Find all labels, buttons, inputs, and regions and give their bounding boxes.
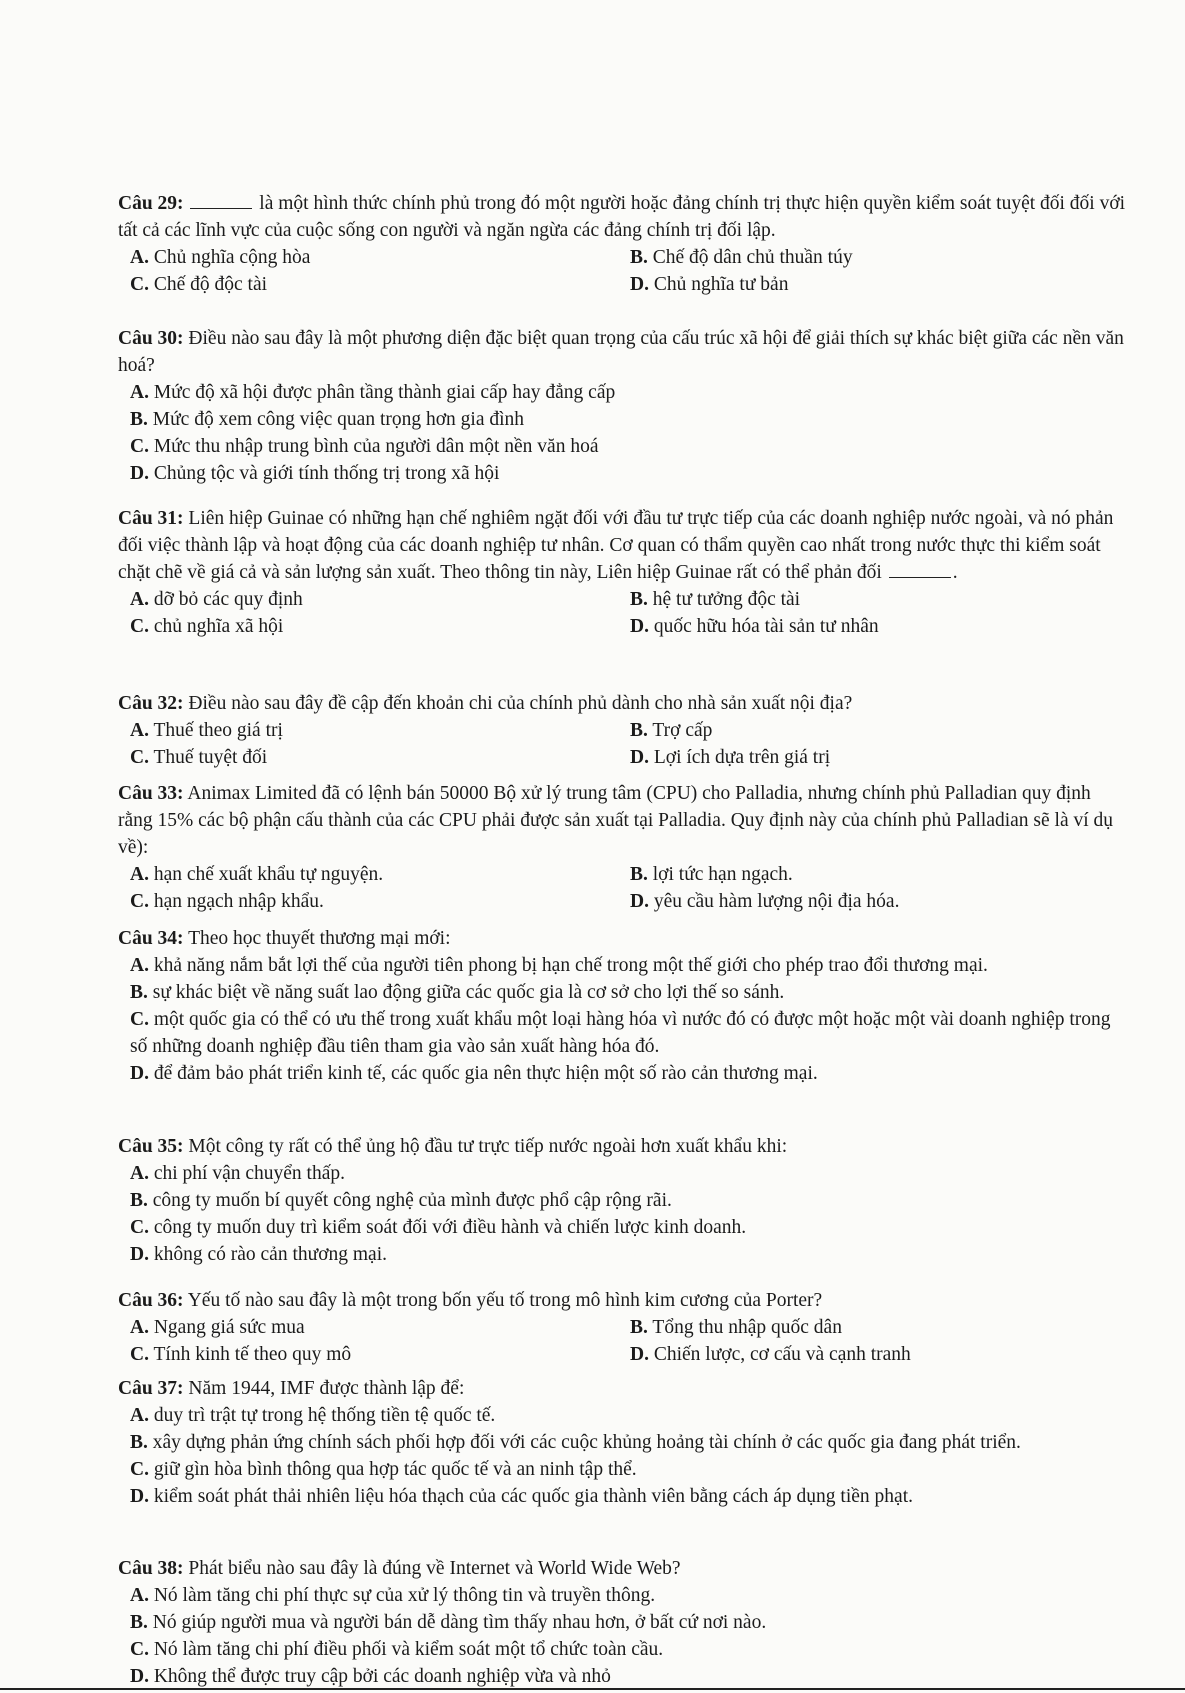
question-stem: [118, 780, 1128, 861]
question-stem: Câu 31: Liên hiệp Guinae có những hạn chế nghiêm ngặt đối với đầu tư trực tiếp của các doanh nghiệp nước ngoài, và nó phản đối việc thành lập và hoạt động của các doanh nghiệp tư nhân. Cơ quan có thẩm quyền cao nhất trong nước thực thi kiểm soát chặt chẽ về giá cả và sản lượng sản xuất. Theo thông tin này, Liên hiệp Guinae rất có thể phản đối .: [118, 508, 1114, 583]
question-number: Câu 34:: [118, 928, 184, 949]
question-stem: [118, 1555, 1128, 1582]
option-a: A. duy trì trật tự trong hệ thống tiền tệ quốc tế.: [130, 1405, 496, 1426]
question-31: [118, 505, 1128, 640]
option-d: D. Không thể được truy cập bởi các doanh nghiệp vừa và nhỏ: [130, 1666, 611, 1687]
option-b: B. công ty muốn bí quyết công nghệ của mình được phổ cập rộng rãi.: [130, 1190, 672, 1211]
answer-blank: [190, 192, 252, 209]
question-29: [118, 190, 1128, 298]
option-b: B. Mức độ xem công việc quan trọng hơn gia đình: [130, 409, 525, 430]
option-d: D. không có rào cản thương mại.: [130, 1244, 387, 1265]
answer-blank: [889, 561, 951, 578]
question-text: là một hình thức chính phủ trong đó một người hoặc đảng chính trị thực hiện quyền kiểm soát tuyệt đối đối với tất cả các lĩnh vực của cuộc sống con người và ngăn ngừa các đảng chính trị đối lập.: [118, 193, 1126, 241]
question-36: [118, 1287, 1128, 1368]
option-a: A. Mức độ xã hội được phân tầng thành giai cấp hay đẳng cấp: [130, 382, 616, 403]
question-text: Liên hiệp Guinae có những hạn chế nghiêm ngặt đối với đầu tư trực tiếp của các doanh nghiệp nước ngoài, và nó phản đối việc thành lập và hoạt động của các doanh nghiệp tư nhân. Cơ quan có thẩm quyền cao nhất trong nước thực thi kiểm soát chặt chẽ về giá cả và sản lượng sản xuất. Theo thông tin này, Liên hiệp Guinae rất có thể phản đối: [118, 508, 1114, 583]
option-b: B. sự khác biệt về năng suất lao động giữa các quốc gia là cơ sở cho lợi thế so sánh.: [130, 982, 785, 1003]
question-number: Câu 33:: [118, 783, 184, 804]
question-number: Câu 30:: [118, 328, 184, 349]
option-a: A. dỡ bỏ các quy định: [130, 589, 303, 610]
option-c: C. chủ nghĩa xã hội: [130, 616, 284, 637]
option-b: B. Trợ cấp: [630, 720, 713, 741]
option-c: C. công ty muốn duy trì kiểm soát đối với điều hành và chiến lược kinh doanh.: [130, 1217, 747, 1238]
question-stem: [118, 925, 1128, 952]
option-a: A. chi phí vận chuyển thấp.: [130, 1163, 345, 1184]
question-33: [118, 780, 1128, 915]
question-number: Câu 36:: [118, 1290, 184, 1311]
option-d: D. Chiến lược, cơ cấu và cạnh tranh: [630, 1344, 911, 1365]
question-text: Điều nào sau đây đề cập đến khoản chi của chính phủ dành cho nhà sản xuất nội địa?: [188, 693, 853, 714]
option-c: C. Tính kinh tế theo quy mô: [130, 1344, 352, 1365]
option-d: D. Lợi ích dựa trên giá trị: [630, 747, 831, 768]
option-c: C. một quốc gia có thể có ưu thế trong xuất khẩu một loại hàng hóa vì nước đó có được một hoặc một vài doanh nghiệp trong số những doanh nghiệp đầu tiên tham gia vào sản xuất hàng hóa đó.: [130, 1009, 1111, 1057]
question-number: Câu 35:: [118, 1136, 184, 1157]
option-d: D. yêu cầu hàm lượng nội địa hóa.: [630, 891, 900, 912]
options-row: [118, 244, 1128, 271]
options-row: [118, 744, 1128, 771]
option-b: B. hệ tư tưởng độc tài: [630, 589, 801, 610]
option-b: B. xây dựng phản ứng chính sách phối hợp đối với các cuộc khủng hoảng tài chính ở các quốc gia đang phát triển.: [130, 1432, 1021, 1453]
options-row: [118, 888, 1128, 915]
option-a: A. Thuế theo giá trị: [130, 720, 283, 741]
question-38: [118, 1555, 1128, 1690]
question-number: Câu 31:: [118, 508, 184, 529]
question-text: Điều nào sau đây là một phương diện đặc biệt quan trọng của cấu trúc xã hội để giải thích sự khác biệt giữa các nền văn hoá?: [118, 328, 1124, 376]
option-c: C. Thuế tuyệt đối: [130, 747, 268, 768]
question-text: Yếu tố nào sau đây là một trong bốn yếu tố trong mô hình kim cương của Porter?: [187, 1290, 823, 1311]
question-stem: [118, 1375, 1128, 1402]
question-number: Câu 29:: [118, 193, 184, 214]
option-a: A. Ngang giá sức mua: [130, 1317, 305, 1338]
options-row: [118, 613, 1128, 640]
question-stem: [118, 190, 1128, 244]
option-c: C. hạn ngạch nhập khẩu.: [130, 891, 324, 912]
question-text: Một công ty rất có thể ủng hộ đầu tư trực tiếp nước ngoài hơn xuất khẩu khi:: [188, 1136, 788, 1157]
option-a: A. Chủ nghĩa cộng hòa: [130, 247, 311, 268]
option-c: C. Chế độ độc tài: [130, 274, 268, 295]
question-text: Năm 1944, IMF được thành lập để:: [188, 1378, 465, 1399]
option-a: A. Nó làm tăng chi phí thực sự của xử lý thông tin và truyền thông.: [130, 1585, 656, 1606]
page-bottom-rule: [0, 1688, 1185, 1690]
question-text: Theo học thuyết thương mại mới:: [188, 928, 451, 949]
option-b: B. Nó giúp người mua và người bán dễ dàng tìm thấy nhau hơn, ở bất cứ nơi nào.: [130, 1612, 767, 1633]
option-d: D. Chủng tộc và giới tính thống trị trong xã hội: [130, 463, 500, 484]
question-number: Câu 37:: [118, 1378, 184, 1399]
question-number: Câu 38:: [118, 1558, 184, 1579]
option-d: D. kiểm soát phát thải nhiên liệu hóa thạch của các quốc gia thành viên bằng cách áp dụng tiền phạt.: [130, 1486, 913, 1507]
question-stem: [118, 690, 1128, 717]
options-row: [118, 861, 1128, 888]
question-number: Câu 32:: [118, 693, 184, 714]
question-stem: [118, 1287, 1128, 1314]
question-37: [118, 1375, 1128, 1510]
question-30: [118, 325, 1128, 487]
option-d: D. Chủ nghĩa tư bản: [630, 274, 789, 295]
question-text: Animax Limited đã có lệnh bán 50000 Bộ xử lý trung tâm (CPU) cho Palladia, nhưng chính phủ Palladian quy định rằng 15% các bộ phận cấu thành của các CPU phải được sản xuất tại Palladia. Quy định này của chính phủ Palladian sẽ là ví dụ về):: [118, 783, 1114, 858]
option-b: B. Chế độ dân chủ thuần túy: [630, 247, 853, 268]
option-d: D. quốc hữu hóa tài sản tư nhân: [630, 616, 879, 637]
option-a: A. khả năng nắm bắt lợi thế của người tiên phong bị hạn chế trong một thế giới cho phép trao đổi thương mại.: [130, 955, 988, 976]
question-text: Phát biểu nào sau đây là đúng về Internet và World Wide Web?: [188, 1558, 681, 1579]
option-b: B. lợi tức hạn ngạch.: [630, 864, 793, 885]
option-c: C. giữ gìn hòa bình thông qua hợp tác quốc tế và an ninh tập thể.: [130, 1459, 637, 1480]
options-row: [118, 271, 1128, 298]
question-35: [118, 1133, 1128, 1268]
option-d: D. để đảm bảo phát triển kinh tế, các quốc gia nên thực hiện một số rào cản thương mại.: [130, 1063, 818, 1084]
question-stem: [118, 325, 1128, 379]
option-c: C. Mức thu nhập trung bình của người dân một nền văn hoá: [130, 436, 599, 457]
question-32: [118, 690, 1128, 771]
question-34: [118, 925, 1128, 1087]
option-a: A. hạn chế xuất khẩu tự nguyện.: [130, 864, 384, 885]
option-b: B. Tổng thu nhập quốc dân: [630, 1317, 842, 1338]
options-row: [118, 717, 1128, 744]
option-c: C. Nó làm tăng chi phí điều phối và kiểm soát một tổ chức toàn cầu.: [130, 1639, 664, 1660]
options-row: [118, 1314, 1128, 1341]
options-row: [118, 1341, 1128, 1368]
options-row: [118, 586, 1128, 613]
question-stem: [118, 1133, 1128, 1160]
